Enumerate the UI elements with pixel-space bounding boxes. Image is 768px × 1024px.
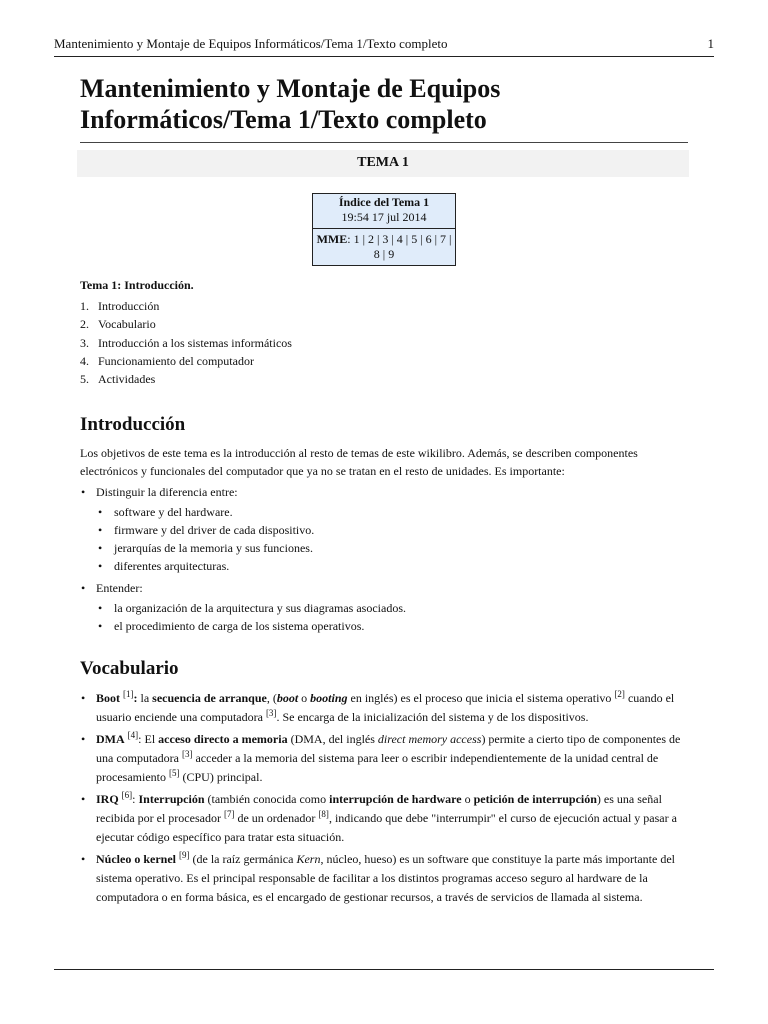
toc-item-label: Funcionamiento del computador	[98, 353, 254, 368]
toc-item-label: Vocabulario	[98, 317, 156, 332]
toc-item-label: Introducción a los sistemas informáticos	[98, 335, 292, 350]
running-header	[54, 36, 714, 56]
sub-bullet-list	[96, 599, 690, 635]
reference-link[interactable]: [2]	[614, 689, 625, 700]
mme-chapter-links[interactable]: : 1 | 2 | 3 | 4 | 5 | 6 | 7 | 8 | 9	[347, 232, 452, 261]
reference-link[interactable]: [1]	[123, 689, 134, 700]
list-item	[80, 579, 690, 636]
reference-link[interactable]: [5]	[168, 768, 180, 779]
page-number: 1	[707, 36, 714, 51]
toc-list	[80, 297, 690, 388]
intro-bullet-list	[80, 483, 690, 636]
list-item: • la organización de la arquitectura y sus diagramas asociados.	[96, 599, 690, 617]
toc-item	[80, 334, 690, 352]
vocab-item-irq	[80, 790, 690, 847]
vocab-text: . Se encarga de la inicialización del sistema y de los dispositivos.	[276, 710, 589, 725]
toc-number: 2.	[80, 317, 89, 332]
index-box-links	[313, 229, 455, 265]
vocab-text: , indicando que debe "interrumpir" el curso de ejecución actual y pasar a ejecutar código específico para tratar esta situación.	[96, 811, 677, 845]
vocab-text: , (	[266, 691, 277, 706]
toc-item	[80, 315, 690, 333]
list-item	[80, 483, 690, 576]
bullet-text: Distinguir la diferencia entre:	[96, 484, 238, 499]
mme-label[interactable]: MME	[316, 232, 348, 246]
vocab-text: en inglés) es el proceso que inicia el sistema operativo	[347, 691, 615, 706]
reference-link[interactable]: [8]	[318, 809, 329, 820]
reference-link[interactable]: [3]	[265, 708, 277, 719]
vocab-list	[80, 689, 690, 907]
vocab-italic: direct memory access	[377, 732, 482, 747]
vocab-item-dma	[80, 730, 690, 787]
index-box-header	[313, 194, 455, 229]
list-item: • jerarquías de la memoria y sus funciones.	[96, 539, 690, 557]
intro-paragraph: Los objetivos de este tema es la introducción al resto de temas de este wikilibro. Además, se describen componentes electrónicos y funcionales del computador que ya no se tratan en el resto de unidades. Es importante:	[80, 446, 638, 479]
vocab-bold: petición de interrupción	[473, 792, 597, 807]
vocab-text: la	[137, 691, 153, 706]
main-content	[80, 276, 690, 910]
reference-link[interactable]: [4]	[127, 730, 139, 741]
vocab-term: Boot	[96, 691, 120, 706]
toc-item	[80, 352, 690, 370]
vocab-colon: :	[133, 691, 138, 706]
toc-number: 3.	[80, 335, 89, 350]
vocab-italic: Kern	[296, 852, 321, 867]
running-header-title: Mantenimiento y Montaje de Equipos Informáticos/Tema 1/Texto completo	[54, 36, 448, 51]
intro-label: Tema 1: Introducción.	[80, 278, 194, 292]
toc-item-label: Actividades	[98, 372, 156, 387]
vocab-item-boot	[80, 689, 690, 727]
vocab-text: (también conocida como	[204, 792, 330, 807]
tema-banner: TEMA 1	[77, 150, 689, 177]
footer-rule	[54, 969, 714, 970]
toc-item	[80, 370, 690, 388]
vocab-term: Núcleo o kernel	[96, 852, 176, 867]
index-box	[312, 193, 456, 266]
index-box-timestamp: 19:54 17 jul 2014	[341, 210, 427, 224]
reference-link[interactable]: [7]	[223, 809, 235, 820]
toc-item-label: Introducción	[98, 299, 160, 314]
vocab-text: (CPU) principal.	[179, 770, 263, 785]
reference-link[interactable]: [3]	[181, 749, 193, 760]
page-title: Mantenimiento y Montaje de Equipos Informáticos/Tema 1/Texto completo	[80, 74, 501, 134]
vocab-text: : El	[138, 732, 159, 747]
vocab-item-nucleo	[80, 850, 690, 907]
header-rule	[54, 56, 714, 57]
vocab-bold-italic: booting	[310, 691, 348, 706]
section-heading-introduccion: Introducción	[80, 414, 186, 436]
vocab-text: o	[298, 691, 311, 706]
vocab-bold: Interrupción	[138, 792, 205, 807]
vocab-text: :	[132, 792, 139, 807]
reference-link[interactable]: [6]	[121, 790, 133, 801]
vocab-text: ) es una señal recibida por el procesador	[96, 792, 662, 826]
toc-number: 1.	[80, 299, 89, 314]
vocab-text: , núcleo, hueso) es un software que constituye la parte más importante del sistema operativo. Es el principal responsable de facilitar a los distintos programas acceso seguro al hardware de la computadora o en forma básica, es el encargado de gestionar recursos, a través de servicios de llamada al sistema.	[96, 852, 675, 905]
title-rule	[80, 142, 688, 143]
vocab-text: (DMA, del inglés	[287, 732, 378, 747]
list-item: • software y del hardware.	[96, 503, 690, 521]
index-box-title[interactable]: Índice del Tema 1	[338, 195, 430, 209]
toc-item	[80, 297, 690, 315]
bullet-text: Entender:	[96, 580, 143, 595]
vocab-text: o	[461, 792, 474, 807]
sub-bullet-list	[96, 503, 690, 576]
vocab-bold: interrupción de hardware	[329, 792, 462, 807]
vocab-bold-italic: boot	[276, 691, 299, 706]
vocab-text: ) permite a cierto tipo de componentes de una computadora	[96, 732, 681, 766]
vocab-text: cuando el usuario enciende una computadora	[96, 691, 675, 725]
reference-link[interactable]: [9]	[179, 850, 190, 861]
list-item: • firmware y del driver de cada dispositivo.	[96, 521, 690, 539]
vocab-text: de un ordenador	[234, 811, 319, 826]
toc-number: 5.	[80, 372, 89, 387]
vocab-bold: secuencia de arranque	[152, 691, 267, 706]
toc-number: 4.	[80, 353, 89, 368]
vocab-term: DMA	[96, 732, 125, 747]
vocab-text: (de la raíz germánica	[189, 852, 297, 867]
vocab-text: acceder a la memoria del sistema para leer o escribir independientemente de la unidad central de procesamiento	[96, 751, 659, 785]
list-item: • diferentes arquitecturas.	[96, 557, 690, 575]
section-heading-vocabulario: Vocabulario	[80, 658, 179, 680]
vocab-term: IRQ	[96, 792, 119, 807]
vocab-bold: acceso directo a memoria	[158, 732, 288, 747]
list-item: • el procedimiento de carga de los sistema operativos.	[96, 617, 690, 635]
